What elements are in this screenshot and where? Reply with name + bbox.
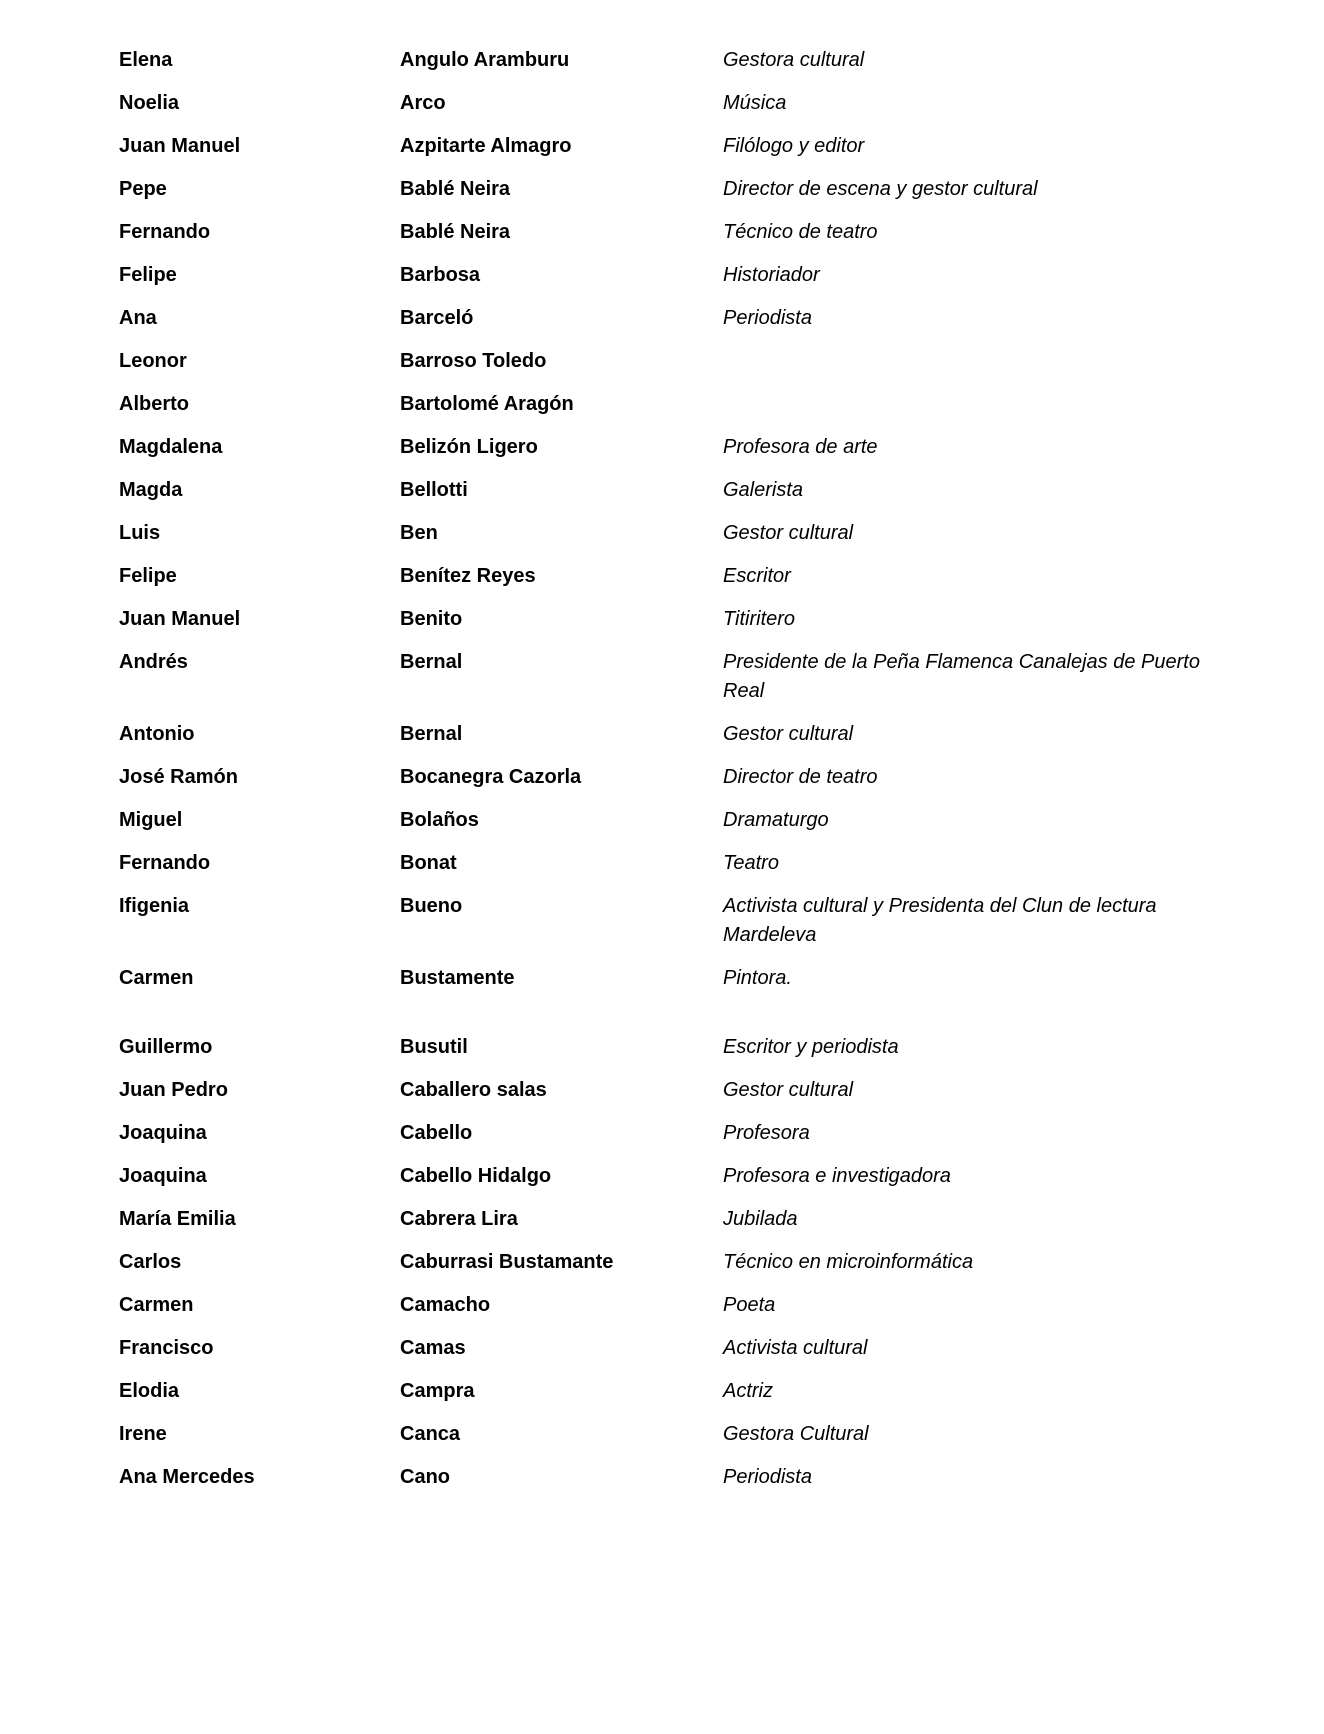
profession (723, 347, 1201, 376)
first-name: Pepe (119, 178, 167, 200)
first-name: Ana (119, 307, 157, 329)
table-row (119, 218, 1204, 247)
first-name: Carmen (119, 1294, 194, 1316)
last-name: Camas (400, 1337, 466, 1359)
last-name: Bernal (400, 723, 463, 745)
table-row (119, 1162, 1204, 1191)
last-name: Caburrasi Bustamante (400, 1251, 614, 1273)
last-name: Bustamente (400, 967, 515, 989)
profession: Escritor y periodista (723, 1036, 899, 1058)
table-row (119, 763, 1204, 792)
last-name: Bolaños (400, 809, 479, 831)
last-name: Bablé Neira (400, 178, 511, 200)
last-name: Barroso Toledo (400, 350, 547, 372)
table-row (119, 390, 1204, 419)
profession: Titiritero (723, 608, 796, 630)
names-table (119, 46, 1204, 1506)
first-name: Elena (119, 49, 173, 71)
profession: Dramaturgo (723, 809, 829, 831)
profession: Gestor cultural (723, 522, 854, 544)
table-row (119, 964, 1204, 993)
profession: Técnico de teatro (723, 221, 878, 243)
first-name: Leonor (119, 350, 187, 372)
profession: Gestora cultural (723, 49, 865, 71)
first-name: Magdalena (119, 436, 223, 458)
profession: Escritor (723, 565, 791, 587)
table-row (119, 605, 1204, 634)
first-name: Luis (119, 522, 161, 544)
table-row (119, 433, 1204, 462)
profession: Poeta (723, 1294, 776, 1316)
last-name: Bonat (400, 852, 457, 874)
first-name: Carmen (119, 967, 194, 989)
first-name: Fernando (119, 221, 211, 243)
profession: Profesora e investigadora (723, 1165, 951, 1187)
last-name: Bablé Neira (400, 221, 511, 243)
first-name: Antonio (119, 723, 195, 745)
first-name: Elodia (119, 1380, 180, 1402)
last-name: Cabrera Lira (400, 1208, 518, 1230)
last-name: Ben (400, 522, 438, 544)
profession: Director de escena y gestor cultural (723, 178, 1038, 200)
table-row (119, 175, 1204, 204)
first-name: Joaquina (119, 1165, 207, 1187)
profession (723, 390, 1201, 419)
last-name: Benito (400, 608, 463, 630)
first-name: Francisco (119, 1337, 214, 1359)
table-row (119, 720, 1204, 749)
table-row (119, 892, 1204, 950)
table-row (119, 261, 1204, 290)
table-row (119, 806, 1204, 835)
last-name: Bernal (400, 651, 463, 673)
last-name: Busutil (400, 1036, 468, 1058)
first-name: Fernando (119, 852, 211, 874)
first-name: Alberto (119, 393, 189, 415)
spacer-row (119, 1007, 1204, 1019)
last-name: Cano (400, 1466, 450, 1488)
table-row (119, 562, 1204, 591)
table-row (119, 1033, 1204, 1062)
table-row (119, 1205, 1204, 1234)
last-name: Caballero salas (400, 1079, 547, 1101)
table-row (119, 1463, 1204, 1492)
last-name: Angulo Aramburu (400, 49, 570, 71)
first-name: Felipe (119, 264, 177, 286)
table-row (119, 1248, 1204, 1277)
profession: Activista cultural y Presidenta del Clun de lectura Mardeleva (723, 895, 1157, 946)
last-name: Bartolomé Aragón (400, 393, 574, 415)
table-row (119, 1334, 1204, 1363)
last-name: Canca (400, 1423, 461, 1445)
first-name: Ana Mercedes (119, 1466, 255, 1488)
profession: Historiador (723, 264, 820, 286)
table-row (119, 648, 1204, 706)
last-name: Bellotti (400, 479, 468, 501)
table-row (119, 849, 1204, 878)
profession: Gestora Cultural (723, 1423, 869, 1445)
first-name: José Ramón (119, 766, 238, 788)
profession: Técnico en microinformática (723, 1251, 974, 1273)
profession: Actriz (723, 1380, 773, 1402)
table-row (119, 132, 1204, 161)
profession: Periodista (723, 1466, 812, 1488)
first-name: Miguel (119, 809, 183, 831)
last-name: Camacho (400, 1294, 491, 1316)
first-name: Guillermo (119, 1036, 213, 1058)
first-name: Irene (119, 1423, 167, 1445)
last-name: Belizón Ligero (400, 436, 538, 458)
last-name: Benítez Reyes (400, 565, 536, 587)
profession: Gestor cultural (723, 723, 854, 745)
profession: Periodista (723, 307, 812, 329)
last-name: Barceló (400, 307, 474, 329)
table-row (119, 1119, 1204, 1148)
table-row (119, 1420, 1204, 1449)
table-row (119, 476, 1204, 505)
profession: Profesora (723, 1122, 810, 1144)
first-name: Noelia (119, 92, 180, 114)
profession: Galerista (723, 479, 804, 501)
last-name: Cabello Hidalgo (400, 1165, 552, 1187)
first-name: Juan Manuel (119, 135, 241, 157)
first-name: Felipe (119, 565, 177, 587)
first-name: Juan Pedro (119, 1079, 228, 1101)
last-name: Campra (400, 1380, 475, 1402)
last-name: Bueno (400, 895, 463, 917)
last-name: Cabello (400, 1122, 473, 1144)
profession: Teatro (723, 852, 779, 874)
table-row (119, 519, 1204, 548)
last-name: Barbosa (400, 264, 481, 286)
first-name: Ifigenia (119, 895, 190, 917)
profession: Director de teatro (723, 766, 878, 788)
last-name: Arco (400, 92, 446, 114)
first-name: Juan Manuel (119, 608, 241, 630)
last-name: Azpitarte Almagro (400, 135, 572, 157)
last-name: Bocanegra Cazorla (400, 766, 582, 788)
table-row (119, 46, 1204, 75)
first-name: Magda (119, 479, 183, 501)
first-name: María Emilia (119, 1208, 236, 1230)
first-name: Carlos (119, 1251, 182, 1273)
profession: Filólogo y editor (723, 135, 865, 157)
profession: Gestor cultural (723, 1079, 854, 1101)
first-name: Joaquina (119, 1122, 207, 1144)
profession: Activista cultural (723, 1337, 868, 1359)
table-row (119, 347, 1204, 376)
profession: Música (723, 92, 787, 114)
table-row (119, 304, 1204, 333)
table-row (119, 89, 1204, 118)
table-row (119, 1291, 1204, 1320)
first-name: Andrés (119, 651, 188, 673)
profession: Presidente de la Peña Flamenca Canalejas de Puerto Real (723, 651, 1200, 702)
table-row (119, 1076, 1204, 1105)
profession: Pintora. (723, 967, 792, 989)
profession: Profesora de arte (723, 436, 878, 458)
profession: Jubilada (723, 1208, 798, 1230)
table-row (119, 1377, 1204, 1406)
